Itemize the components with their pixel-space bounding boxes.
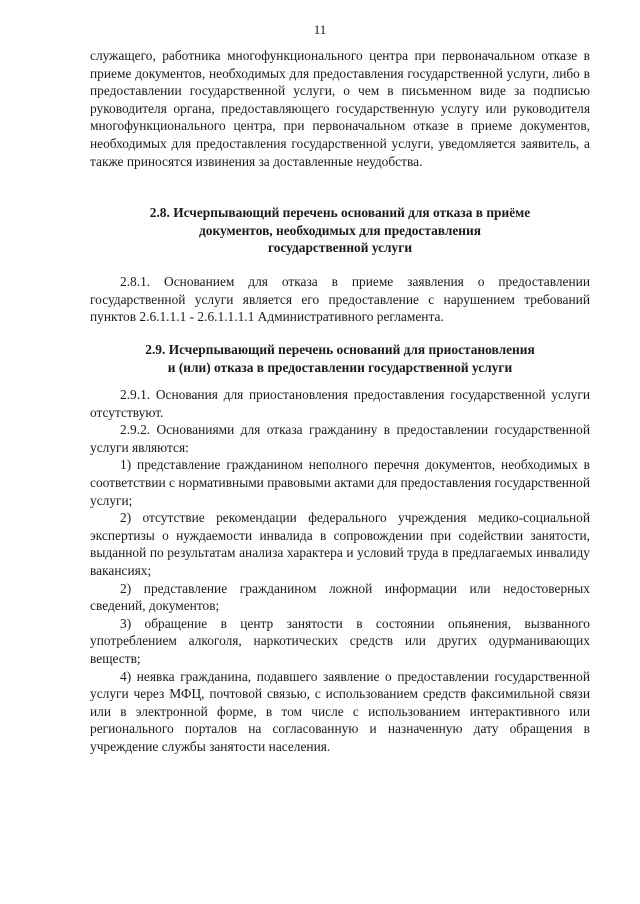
- intro-paragraph: служащего, работника многофункционального центра при первоначальном отказе в приеме документов, необходимых для предоставления государственной услуги, либо в предоставлении государственной услуги, о чем в письменном виде за подписью руководителя органа, предоставляющего государственную услугу или руководителя многофункционального центра, при первоначальном отказе в приеме документов, необходимых для предоставления государственной услуги, уведомляется заявитель, а также приносятся извинения за доставленные неудобства.: [90, 48, 590, 169]
- list-item-5: 4) неявка гражданина, подавшего заявление о предоставлении государственной услуги через МФЦ, почтовой связью, с использованием средств факсимильной связи или в электронной форме, в том числе с использованием интерактивного или регионального порталов на согласованную и назначенную дату обращения в учреждение службы занятости населения.: [90, 668, 590, 754]
- paragraph-2-8-1: 2.8.1. Основанием для отказа в приеме заявления о предоставлении государственной услуги является его предоставление с нарушением требований пунктов 2.6.1.1.1 - 2.6.1.1.1.1 Административного регламента.: [90, 274, 590, 325]
- section-2-8-heading: [90, 204, 590, 257]
- section-2-9-body: [90, 386, 590, 755]
- paragraph-2-9-1: 2.9.1. Основания для приостановления предоставления государственной услуги отсутствуют.: [90, 387, 590, 420]
- section-2-9-heading-line-2: и (или) отказа в предоставлении государственной услуги: [167, 359, 513, 375]
- section-2-8-heading-line-1: 2.8. Исчерпывающий перечень оснований для отказа в приёме: [149, 205, 531, 220]
- list-item-4: 3) обращение в центр занятости в состоянии опьянения, вызванного употреблением алкоголя, наркотических средств или других одурманивающих веществ;: [90, 615, 590, 666]
- intro-block: [90, 47, 590, 170]
- list-item-1: 1) представление гражданином неполного перечня документов, необходимых в соответствии с нормативными правовыми актами для предоставления государственной услуги;: [90, 457, 590, 508]
- section-2-9-heading-line-1: 2.9. Исчерпывающий перечень оснований для приостановления: [145, 342, 535, 357]
- section-2-8-heading-line-3: государственной услуги: [267, 240, 413, 256]
- paragraph-2-9-2: 2.9.2. Основаниями для отказа гражданину в предоставлении государственной услуги являются:: [90, 422, 590, 455]
- page-number: 11: [313, 22, 327, 37]
- section-2-9-heading: [90, 341, 590, 376]
- section-2-8-body: [90, 273, 590, 326]
- list-item-2: 2) отсутствие рекомендации федерального учреждения медико-социальной экспертизы о нуждаемости инвалида в сопровождении при содействии занятости, выданной по результатам анализа характера и условий труда в предлагаемых инвалиду вакансиях;: [90, 510, 590, 578]
- list-item-3: 2) представление гражданином ложной информации или недостоверных сведений, документов;: [90, 580, 590, 614]
- section-2-8-heading-line-2: документов, необходимых для предоставления: [199, 222, 481, 238]
